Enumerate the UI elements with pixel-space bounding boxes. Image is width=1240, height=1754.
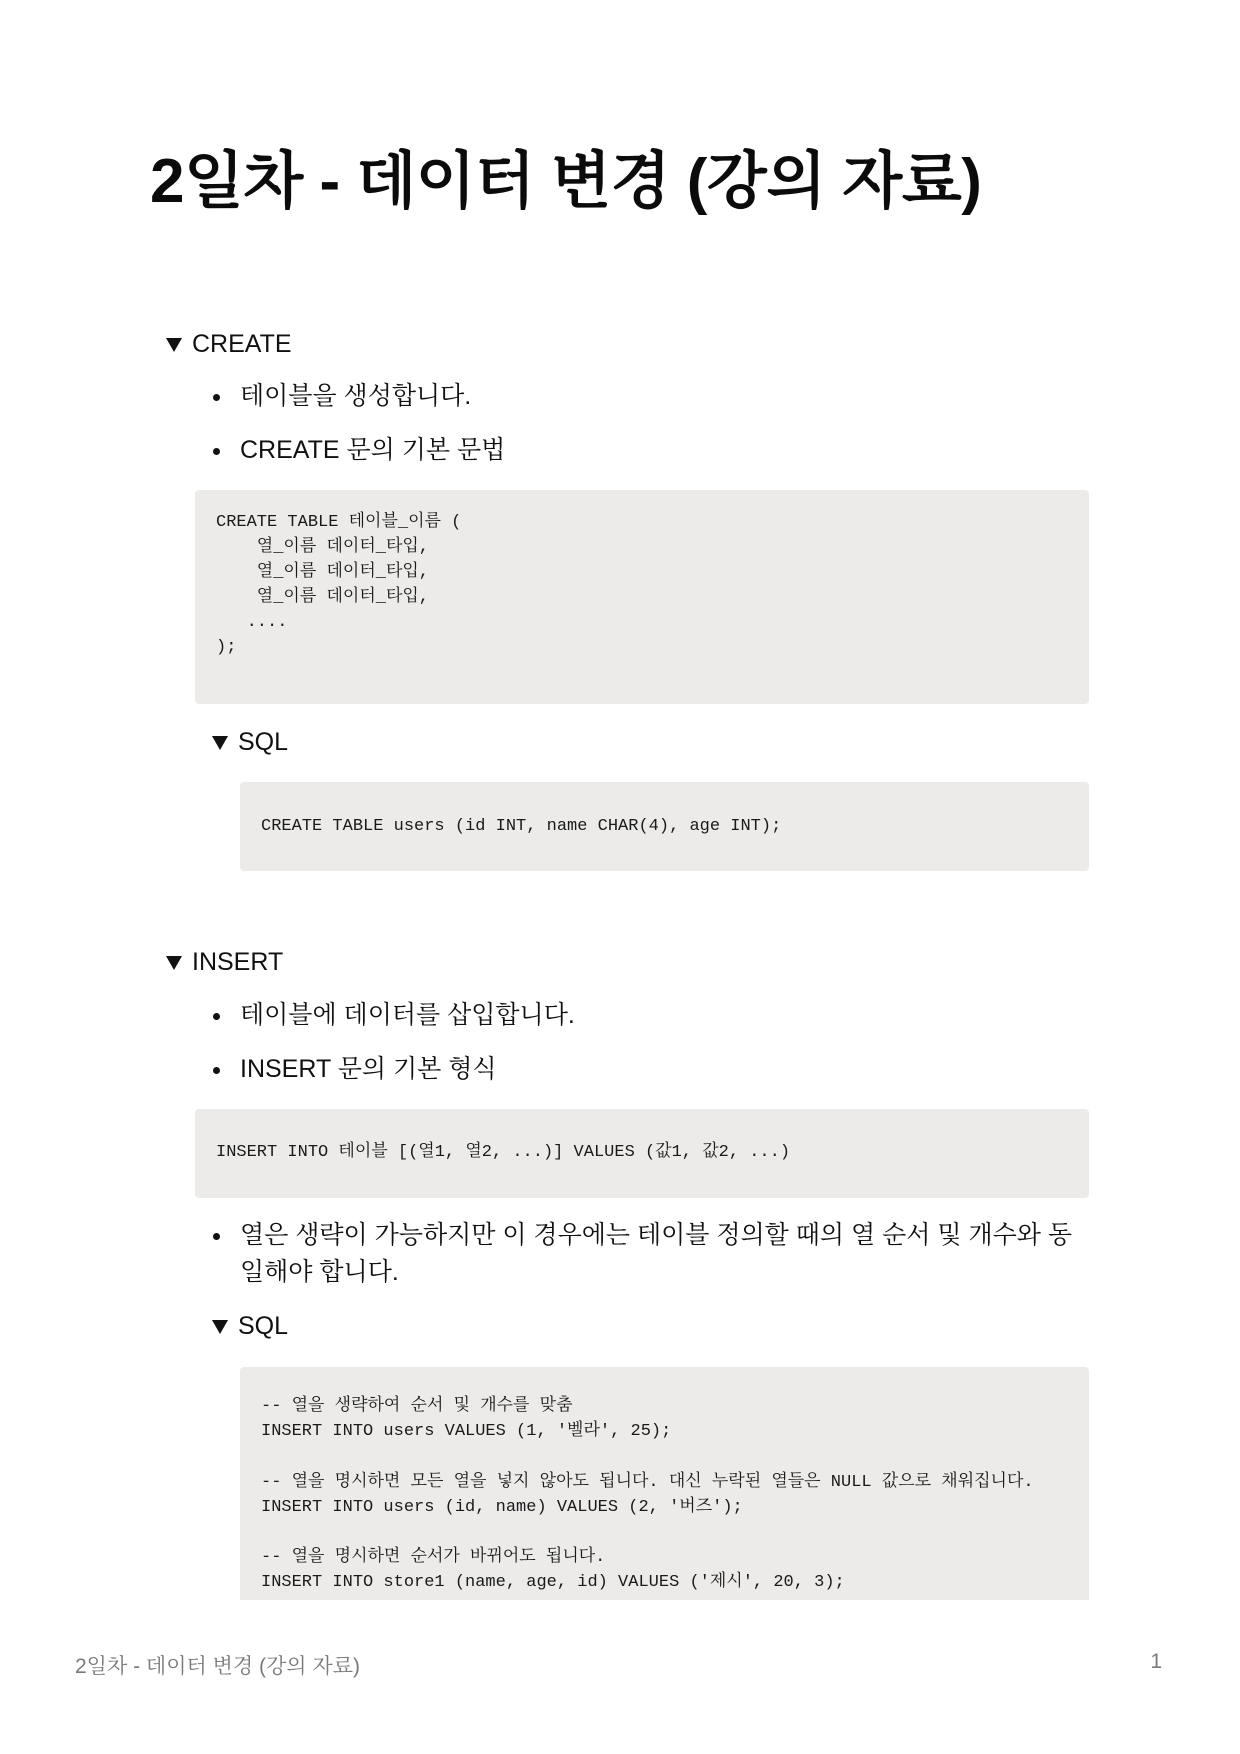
toggle-triangle-icon[interactable] xyxy=(166,338,182,352)
create-sql-toggle-row xyxy=(212,724,1142,760)
create-section xyxy=(166,326,1096,362)
create-toggle[interactable] xyxy=(166,326,1096,362)
bullet-dot-icon xyxy=(213,448,220,455)
insert-sql-toggle-row xyxy=(212,1308,1142,1344)
create-bullet-text: CREATE 문의 기본 문법 xyxy=(240,436,506,464)
insert-syntax-code-block[interactable]: INSERT INTO 테이블 [(열1, 열2, ...)] VALUES (값1, 값2, ...) xyxy=(195,1109,1089,1198)
bullet-dot-icon xyxy=(213,394,220,401)
toggle-triangle-icon[interactable] xyxy=(212,1320,228,1334)
insert-bullet-1 xyxy=(166,997,1096,1034)
bullet-dot-icon xyxy=(213,1233,220,1240)
create-bullet-1 xyxy=(166,378,1096,415)
create-toggle-label: CREATE xyxy=(192,329,292,358)
bullet-dot-icon xyxy=(213,1013,220,1020)
page-number: 1 xyxy=(1150,1650,1162,1673)
insert-sql-toggle-label: SQL xyxy=(238,1311,289,1340)
insert-note-text: 열은 생략이 가능하지만 이 경우에는 테이블 정의할 때의 열 순서 및 개수와 동일해야 합니다. xyxy=(240,1221,1073,1286)
toggle-triangle-icon[interactable] xyxy=(212,736,228,750)
insert-bullet-text: INSERT 문의 기본 형식 xyxy=(240,1055,497,1083)
insert-toggle-label: INSERT xyxy=(192,947,284,976)
insert-note-bullet xyxy=(166,1217,1096,1291)
insert-bullet-text: 테이블에 데이터를 삽입합니다. xyxy=(240,1001,575,1029)
create-sql-toggle-label: SQL xyxy=(238,727,289,756)
insert-section xyxy=(166,944,1096,980)
insert-sql-toggle[interactable] xyxy=(212,1308,1142,1344)
insert-bullet-2 xyxy=(166,1051,1096,1088)
insert-toggle[interactable] xyxy=(166,944,1096,980)
toggle-triangle-icon[interactable] xyxy=(166,956,182,970)
insert-sql-code-block[interactable]: -- 열을 생략하여 순서 및 개수를 맞춤 INSERT INTO users VALUES (1, '벨라', 25); -- 열을 명시하면 모든 열을 넣지 않아도 됩니다. 대신 누락된 열들은 NULL 값으로 채워집니다. INSERT INTO users (id, name) VALUES (2, '버즈'); -- 열을 명시하면 순서가 바뀌어도 됩니다. INSERT INTO store1 (name, age, id) VALUES ('제시', 20, 3); xyxy=(240,1367,1089,1600)
page-title: 2일차 - 데이터 변경 (강의 자료) xyxy=(150,147,982,216)
create-syntax-code-block[interactable]: CREATE TABLE 테이블_이름 ( 열_이름 데이터_타입, 열_이름 데이터_타입, 열_이름 데이터_타입, .... ); xyxy=(195,490,1089,704)
create-sql-code-block[interactable]: CREATE TABLE users (id INT, name CHAR(4), age INT); xyxy=(240,782,1089,871)
create-bullet-text: 테이블을 생성합니다. xyxy=(240,382,472,410)
create-sql-toggle[interactable] xyxy=(212,724,1142,760)
bullet-dot-icon xyxy=(213,1067,220,1074)
footer-title: 2일차 - 데이터 변경 (강의 자료) xyxy=(75,1655,360,1678)
create-bullet-2 xyxy=(166,432,1096,469)
